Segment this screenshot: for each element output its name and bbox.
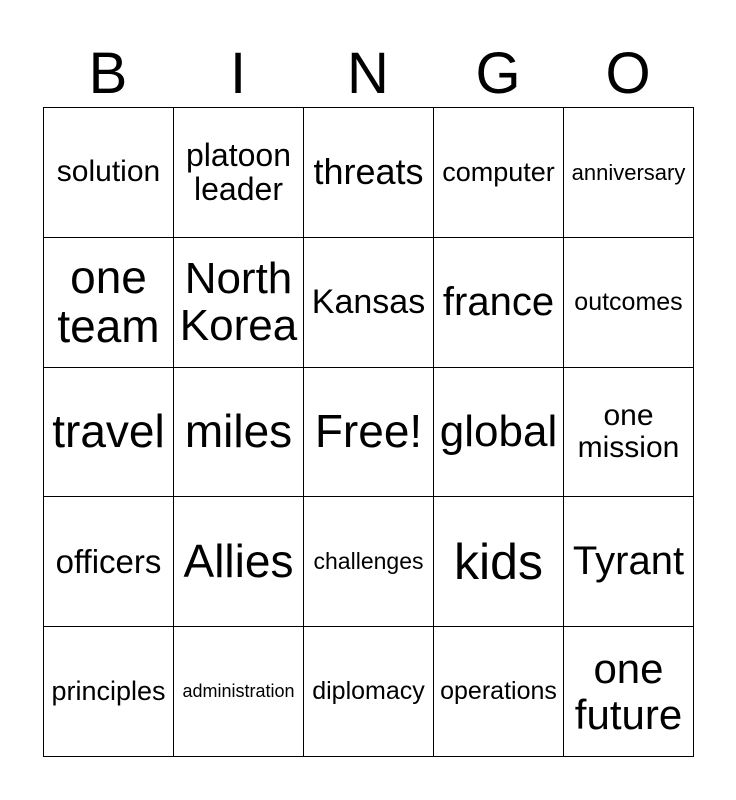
bingo-cell[interactable] xyxy=(304,627,434,757)
bingo-cell-label: threats xyxy=(313,150,424,192)
bingo-cell[interactable] xyxy=(44,108,174,238)
bingo-cell-label: anniversary xyxy=(571,159,686,185)
bingo-cell-label: Kansas xyxy=(311,282,426,321)
bingo-cell-label: challenges xyxy=(313,548,424,575)
bingo-cell-label: kids xyxy=(454,533,543,590)
bingo-cell-label: Tyrant xyxy=(572,539,685,584)
bingo-cell-label: travel xyxy=(52,405,165,458)
bingo-cell-label: operations xyxy=(440,677,557,706)
bingo-cell[interactable] xyxy=(434,368,564,498)
bingo-cell-label: global xyxy=(439,407,558,457)
bingo-cell[interactable] xyxy=(44,368,174,498)
bingo-cell[interactable] xyxy=(564,238,694,368)
header-letter-g: G xyxy=(475,41,521,106)
header-letter-n: N xyxy=(347,41,389,106)
bingo-cell-label: diplomacy xyxy=(312,677,425,706)
bingo-cell[interactable] xyxy=(174,238,304,368)
bingo-cell[interactable] xyxy=(174,497,304,627)
bingo-cell-label: officers xyxy=(55,542,162,580)
header-letter-o: O xyxy=(605,41,651,106)
bingo-cell-label: one future xyxy=(574,645,683,738)
bingo-cell[interactable] xyxy=(434,238,564,368)
bingo-cell[interactable] xyxy=(304,238,434,368)
bingo-cell[interactable] xyxy=(304,497,434,627)
bingo-cell[interactable] xyxy=(564,368,694,498)
bingo-cell[interactable] xyxy=(434,497,564,627)
bingo-cell-label: Free! xyxy=(314,405,423,458)
bingo-cell-label: one team xyxy=(57,250,160,353)
bingo-cell-label: North Korea xyxy=(179,253,298,351)
bingo-cell-label: miles xyxy=(184,405,293,458)
bingo-cell-label: platoon leader xyxy=(186,136,291,208)
bingo-cell-label: administration xyxy=(182,680,295,701)
bingo-cell-label: principles xyxy=(51,676,166,707)
bingo-cell[interactable] xyxy=(174,627,304,757)
bingo-cell[interactable] xyxy=(44,238,174,368)
header-letter-i: I xyxy=(229,41,247,106)
bingo-cell-label: solution xyxy=(56,155,161,189)
bingo-cell[interactable] xyxy=(304,368,434,498)
header-letter-b: B xyxy=(88,41,128,106)
bingo-cell[interactable] xyxy=(434,108,564,238)
bingo-cell[interactable] xyxy=(564,108,694,238)
bingo-cell[interactable] xyxy=(174,108,304,238)
bingo-cell-label: outcomes xyxy=(574,287,683,316)
bingo-cell[interactable] xyxy=(564,627,694,757)
bingo-grid xyxy=(43,107,694,757)
bingo-cell[interactable] xyxy=(44,497,174,627)
bingo-cell-label: Allies xyxy=(183,534,294,587)
bingo-cell[interactable] xyxy=(174,368,304,498)
bingo-cell[interactable] xyxy=(434,627,564,757)
bingo-cell-label: france xyxy=(442,279,555,324)
bingo-cell-label: one mission xyxy=(577,398,680,464)
bingo-cell[interactable] xyxy=(564,497,694,627)
bingo-cell[interactable] xyxy=(44,627,174,757)
bingo-cell-label: computer xyxy=(442,156,555,187)
bingo-cell[interactable] xyxy=(304,108,434,238)
bingo-header xyxy=(43,40,693,108)
